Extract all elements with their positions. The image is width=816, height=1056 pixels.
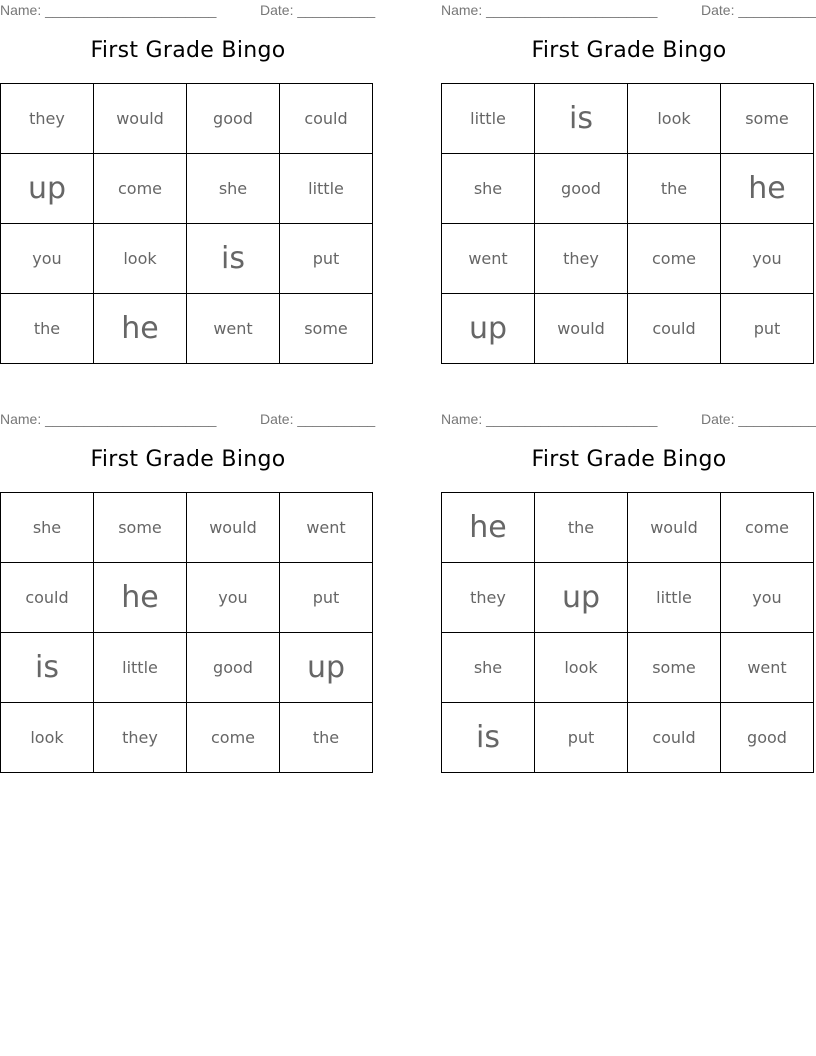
card-header bbox=[0, 0, 376, 20]
bingo-cell: is bbox=[187, 224, 280, 294]
bingo-cell: he bbox=[721, 154, 814, 224]
bingo-cell: up bbox=[280, 633, 373, 703]
card-title: First Grade Bingo bbox=[531, 447, 727, 472]
bingo-cell: he bbox=[442, 493, 535, 563]
bingo-cell: went bbox=[442, 224, 535, 294]
grid-row bbox=[442, 154, 814, 224]
name-field-label: Name: ______________________ bbox=[0, 2, 217, 18]
bingo-cell: look bbox=[628, 84, 721, 154]
bingo-grid bbox=[0, 492, 373, 773]
bingo-cell: they bbox=[94, 703, 187, 773]
bingo-grid bbox=[0, 83, 373, 364]
grid-row bbox=[442, 563, 814, 633]
card-header bbox=[441, 0, 816, 20]
bingo-cell: up bbox=[442, 294, 535, 364]
bingo-cell: good bbox=[187, 633, 280, 703]
bingo-cell: look bbox=[94, 224, 187, 294]
bingo-cell: some bbox=[280, 294, 373, 364]
bingo-cell: he bbox=[94, 294, 187, 364]
grid-row bbox=[442, 224, 814, 294]
bingo-cell: is bbox=[1, 633, 94, 703]
bingo-cell: put bbox=[721, 294, 814, 364]
card-title: First Grade Bingo bbox=[531, 38, 727, 63]
bingo-cell: is bbox=[535, 84, 628, 154]
bingo-cell: some bbox=[721, 84, 814, 154]
bingo-cell: put bbox=[280, 224, 373, 294]
bingo-cell: could bbox=[1, 563, 94, 633]
bingo-cell: would bbox=[94, 84, 187, 154]
bingo-cell: would bbox=[187, 493, 280, 563]
grid-row bbox=[442, 633, 814, 703]
bingo-cell: come bbox=[628, 224, 721, 294]
bingo-cell: little bbox=[94, 633, 187, 703]
bingo-cell: could bbox=[628, 294, 721, 364]
bingo-cell: up bbox=[535, 563, 628, 633]
bingo-cell: she bbox=[442, 633, 535, 703]
bingo-cell: little bbox=[280, 154, 373, 224]
bingo-cell: went bbox=[721, 633, 814, 703]
bingo-cell: come bbox=[721, 493, 814, 563]
bingo-cell: went bbox=[187, 294, 280, 364]
bingo-cell: good bbox=[187, 84, 280, 154]
grid-row bbox=[1, 84, 373, 154]
grid-row bbox=[1, 224, 373, 294]
bingo-cell: some bbox=[94, 493, 187, 563]
grid-row bbox=[1, 633, 373, 703]
grid-row bbox=[442, 294, 814, 364]
bingo-cell: you bbox=[721, 563, 814, 633]
bingo-cell: he bbox=[94, 563, 187, 633]
card-header bbox=[441, 409, 816, 429]
bingo-cell: put bbox=[280, 563, 373, 633]
bingo-cell: is bbox=[442, 703, 535, 773]
bingo-cell: you bbox=[721, 224, 814, 294]
bingo-cell: look bbox=[535, 633, 628, 703]
card-header bbox=[0, 409, 376, 429]
grid-row bbox=[442, 703, 814, 773]
bingo-cell: she bbox=[442, 154, 535, 224]
card-title: First Grade Bingo bbox=[90, 38, 286, 63]
grid-row bbox=[1, 563, 373, 633]
date-field-label: Date: __________ bbox=[260, 2, 376, 18]
bingo-cell: she bbox=[187, 154, 280, 224]
bingo-cell: some bbox=[628, 633, 721, 703]
bingo-cell: they bbox=[442, 563, 535, 633]
date-field-label: Date: __________ bbox=[701, 411, 816, 427]
grid-row bbox=[442, 493, 814, 563]
grid-row bbox=[1, 154, 373, 224]
bingo-cell: they bbox=[535, 224, 628, 294]
bingo-cell: could bbox=[628, 703, 721, 773]
bingo-cell: could bbox=[280, 84, 373, 154]
bingo-cell: come bbox=[187, 703, 280, 773]
bingo-cell: she bbox=[1, 493, 94, 563]
bingo-cell: up bbox=[1, 154, 94, 224]
date-field-label: Date: __________ bbox=[260, 411, 376, 427]
bingo-cell: look bbox=[1, 703, 94, 773]
grid-row bbox=[442, 84, 814, 154]
bingo-cell: the bbox=[1, 294, 94, 364]
bingo-cell: good bbox=[721, 703, 814, 773]
bingo-grid bbox=[441, 83, 814, 364]
bingo-cell: you bbox=[187, 563, 280, 633]
bingo-cell: they bbox=[1, 84, 94, 154]
bingo-cell: the bbox=[280, 703, 373, 773]
date-field-label: Date: __________ bbox=[701, 2, 816, 18]
bingo-cell: little bbox=[442, 84, 535, 154]
bingo-cell: would bbox=[628, 493, 721, 563]
grid-row bbox=[1, 493, 373, 563]
bingo-cell: little bbox=[628, 563, 721, 633]
bingo-cell: you bbox=[1, 224, 94, 294]
bingo-cell: would bbox=[535, 294, 628, 364]
bingo-cell: went bbox=[280, 493, 373, 563]
name-field-label: Name: ______________________ bbox=[441, 2, 658, 18]
bingo-cell: the bbox=[628, 154, 721, 224]
bingo-cell: the bbox=[535, 493, 628, 563]
bingo-cell: come bbox=[94, 154, 187, 224]
card-title: First Grade Bingo bbox=[90, 447, 286, 472]
bingo-cell: put bbox=[535, 703, 628, 773]
name-field-label: Name: ______________________ bbox=[0, 411, 217, 427]
bingo-grid bbox=[441, 492, 814, 773]
grid-row bbox=[1, 294, 373, 364]
name-field-label: Name: ______________________ bbox=[441, 411, 658, 427]
bingo-cell: good bbox=[535, 154, 628, 224]
grid-row bbox=[1, 703, 373, 773]
